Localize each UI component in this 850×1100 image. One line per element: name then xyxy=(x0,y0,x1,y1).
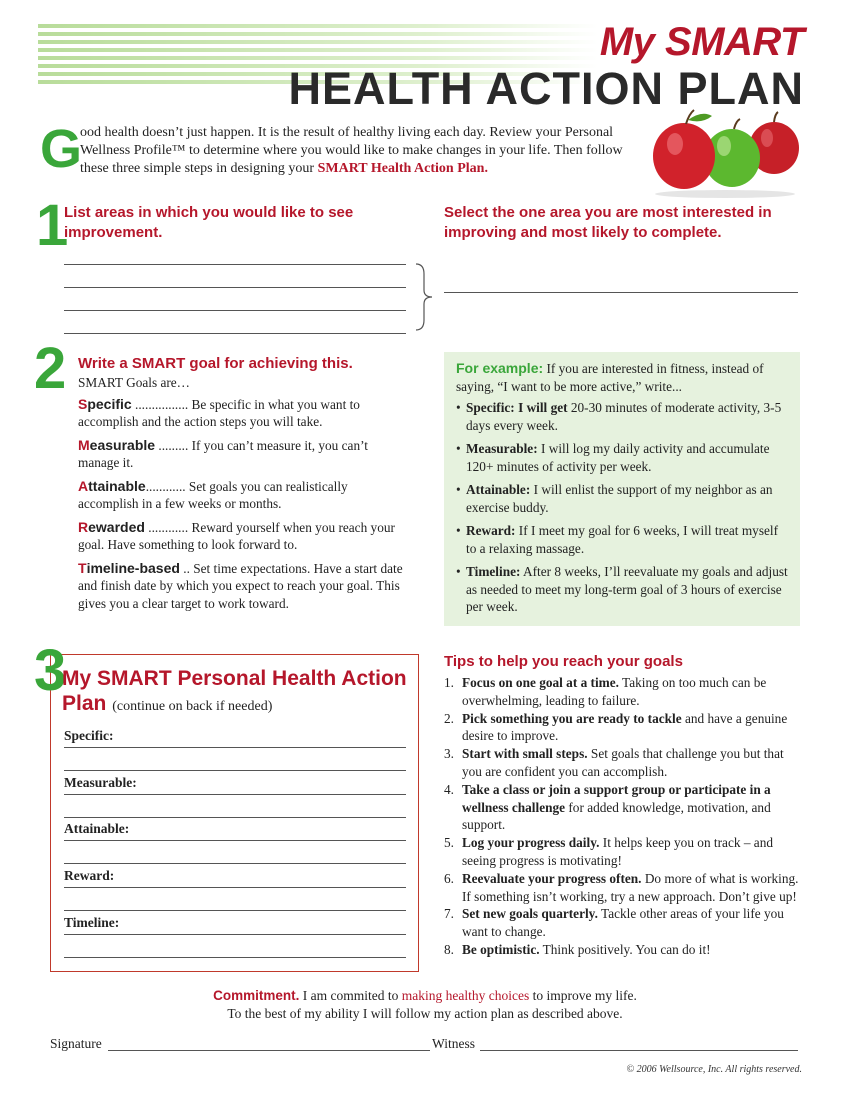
tip-number: 5. xyxy=(444,835,454,851)
plan-field-label: Reward: xyxy=(64,868,115,883)
intro-text: ood health doesn’t just happen. It is the result of healthy living each day. Review your Personal Wellness Profile™ to determine where you would like to make changes in your life. Then follow these three simple steps in designing your xyxy=(80,125,623,176)
smart-desc: Reward yourself when you reach your goal. Have something to look forward to. xyxy=(78,519,395,552)
tip-number: 6. xyxy=(444,870,454,886)
example-item xyxy=(456,399,788,434)
example-item xyxy=(456,563,788,616)
plan-field-line[interactable] xyxy=(64,817,406,818)
commitment-text1: I am commited to xyxy=(299,988,402,1003)
smart-term: Measurable xyxy=(78,436,156,453)
witness-line[interactable] xyxy=(480,1050,798,1051)
plan-field-line[interactable] xyxy=(64,957,406,958)
plan-field-line[interactable] xyxy=(64,887,406,888)
intro-highlight: SMART Health Action Plan. xyxy=(317,161,488,176)
smart-term: Rewarded xyxy=(78,518,145,535)
commitment-line2: To the best of my ability I will follow my action plan as described above. xyxy=(227,1006,623,1021)
plan-field-label: Specific: xyxy=(64,728,114,743)
plan-field-line[interactable] xyxy=(64,934,406,935)
title-my-smart: My SMART xyxy=(599,20,804,64)
example-item-label: Reward: xyxy=(466,523,516,538)
plan-field-label: Attainable: xyxy=(64,821,130,836)
plan-field-label: Timeline: xyxy=(64,915,120,930)
intro-dropcap: G xyxy=(40,119,83,179)
tip-bold: Set new goals quarterly. xyxy=(462,906,598,922)
step-2-number: 2 xyxy=(34,336,67,401)
plan-field-label: Measurable: xyxy=(64,775,137,790)
tip-text: for added knowledge, motivation, and support. xyxy=(462,799,771,833)
tip-text: Tackle other areas of your life you want to change. xyxy=(462,906,784,940)
commitment-text2: to improve my life. xyxy=(529,988,637,1003)
step-3-number: 3 xyxy=(34,638,67,703)
commitment-label: Commitment. xyxy=(213,988,300,1003)
action-plan-title-text: My SMART Personal Health Action Plan xyxy=(62,667,407,715)
page-title: HEALTH ACTION PLAN xyxy=(288,63,804,114)
plan-field-line[interactable] xyxy=(64,910,406,911)
right-brace-icon xyxy=(414,262,434,332)
example-item-text: I will log my daily activity and accumulate 120+ minutes of activity per week. xyxy=(466,441,770,474)
tip-item xyxy=(444,781,804,834)
tip-bold: Start with small steps. xyxy=(462,746,588,762)
tip-item xyxy=(444,834,804,870)
improvement-line-2[interactable] xyxy=(64,287,406,288)
smart-item xyxy=(78,396,408,431)
tip-item xyxy=(444,745,804,781)
example-item xyxy=(456,440,788,475)
example-item-label: Timeline: xyxy=(466,564,521,579)
example-item xyxy=(456,481,788,516)
tips-list xyxy=(444,674,804,959)
example-item-text: I will enlist the support of my neighbor as an exercise buddy. xyxy=(466,482,773,515)
step-2-subheading: SMART Goals are… xyxy=(78,375,190,390)
plan-field-line[interactable] xyxy=(64,794,406,795)
tip-number: 1. xyxy=(444,675,454,690)
signature-label: Signature xyxy=(50,1036,102,1051)
step-1-right-heading: Select the one area you are most interested in improving and most likely to complete. xyxy=(444,204,772,241)
improvement-line-3[interactable] xyxy=(64,310,406,311)
signature-line[interactable] xyxy=(108,1050,430,1051)
example-box xyxy=(444,352,800,626)
smart-item xyxy=(78,519,408,554)
apples-illustration xyxy=(650,108,800,198)
smart-dots: ............ xyxy=(145,478,186,494)
plan-field-line[interactable] xyxy=(64,840,406,841)
smart-item xyxy=(78,437,408,472)
continue-note: (continue on back if needed) xyxy=(112,699,273,714)
tip-text: Taking on too much can be overwhelming, leading to failure. xyxy=(462,675,767,708)
tip-text: Think positively. You can do it! xyxy=(539,941,711,957)
tip-number: 8. xyxy=(444,941,454,957)
improvement-line-1[interactable] xyxy=(64,264,406,265)
tip-text: Do more of what is working. If something isn’t working, try a new approach. Don’t give up! xyxy=(462,870,799,904)
tip-item xyxy=(444,710,804,746)
smart-item xyxy=(78,478,408,513)
selected-area-line[interactable] xyxy=(444,292,798,293)
smart-desc: Set time expectations. Have a start date and finish date by which you expect to reach your goal. This gives you a clear target to work toward. xyxy=(78,560,403,611)
smart-dots: ......... xyxy=(155,437,189,453)
step-2-heading: Write a SMART goal for achieving this. xyxy=(78,355,353,372)
commitment-highlight: making healthy choices xyxy=(401,988,530,1003)
tip-bold: Reevaluate your progress often. xyxy=(462,870,642,886)
tip-text: and have a genuine desire to improve. xyxy=(462,710,788,744)
tip-bold: Focus on one goal at a time. xyxy=(462,675,619,690)
smart-desc: If you can’t measure it, you can’t manage it. xyxy=(78,437,368,470)
example-lead-text: If you are interested in fitness, instead of saying, “I want to be more active,” write... xyxy=(456,361,764,394)
tip-item xyxy=(444,905,804,941)
action-plan-title xyxy=(62,666,412,719)
smart-goal-section xyxy=(78,354,408,618)
smart-desc: Be specific in what you want to accomplish and the action steps you will take. xyxy=(78,396,360,429)
plan-field-line[interactable] xyxy=(64,747,406,748)
tip-text: Set goals that challenge you but that you are confident you can accomplish. xyxy=(462,746,784,779)
copyright: © 2006 Wellsource, Inc. All rights reserved. xyxy=(626,1064,802,1075)
plan-field-line[interactable] xyxy=(64,770,406,771)
tip-number: 3. xyxy=(444,746,454,762)
example-list xyxy=(456,399,788,616)
smart-dots: ................ xyxy=(131,396,189,412)
example-lead: For example: xyxy=(456,360,544,376)
example-item-label: Specific: I will get xyxy=(466,400,568,415)
smart-item xyxy=(78,560,408,613)
tip-text: It helps keep you on track – and seeing progress is motivating! xyxy=(462,835,773,868)
smart-dots: ............ xyxy=(144,519,189,535)
example-item xyxy=(456,522,788,557)
tip-item xyxy=(444,941,804,959)
tip-bold: Pick something you are ready to tackle xyxy=(462,710,682,726)
commitment-statement xyxy=(0,987,850,1023)
example-item-label: Measurable: xyxy=(466,441,538,456)
smart-term: Specific xyxy=(78,395,132,412)
smart-desc: Set goals you can realistically accomplish in a few weeks or months. xyxy=(78,478,348,511)
tip-bold: Take a class or join a support group or participate in a wellness challenge xyxy=(462,781,771,815)
tip-number: 7. xyxy=(444,906,454,922)
smart-term: Timeline-based xyxy=(78,559,180,576)
tip-item xyxy=(444,674,804,710)
intro-paragraph xyxy=(40,119,640,179)
step-1-heading: List areas in which you would like to see improvement. xyxy=(64,204,354,241)
example-item-label: Attainable: xyxy=(466,482,531,497)
plan-field-line[interactable] xyxy=(64,863,406,864)
tips-heading: Tips to help you reach your goals xyxy=(444,653,683,670)
step-1-number: 1 xyxy=(36,193,69,258)
example-item-text: If I meet my goal for 6 weeks, I will treat myself to a relaxing massage. xyxy=(466,523,779,556)
tip-number: 4. xyxy=(444,781,454,797)
smart-dots: .. xyxy=(179,560,190,576)
tip-bold: Log your progress daily. xyxy=(462,835,600,851)
smart-term: Attainable xyxy=(78,477,146,494)
tip-number: 2. xyxy=(444,710,454,726)
improvement-line-4[interactable] xyxy=(64,333,406,334)
example-item-text: After 8 weeks, I’ll reevaluate my goals and adjust as needed to meet my long-term goal of 3 hours of exercise per week. xyxy=(466,564,788,614)
witness-label: Witness xyxy=(432,1036,475,1051)
tip-item xyxy=(444,870,804,906)
example-item-text: 20-30 minutes of moderate activity, 3-5 days every week. xyxy=(466,400,782,433)
tips-section xyxy=(444,652,804,959)
tip-bold: Be optimistic. xyxy=(462,941,540,957)
